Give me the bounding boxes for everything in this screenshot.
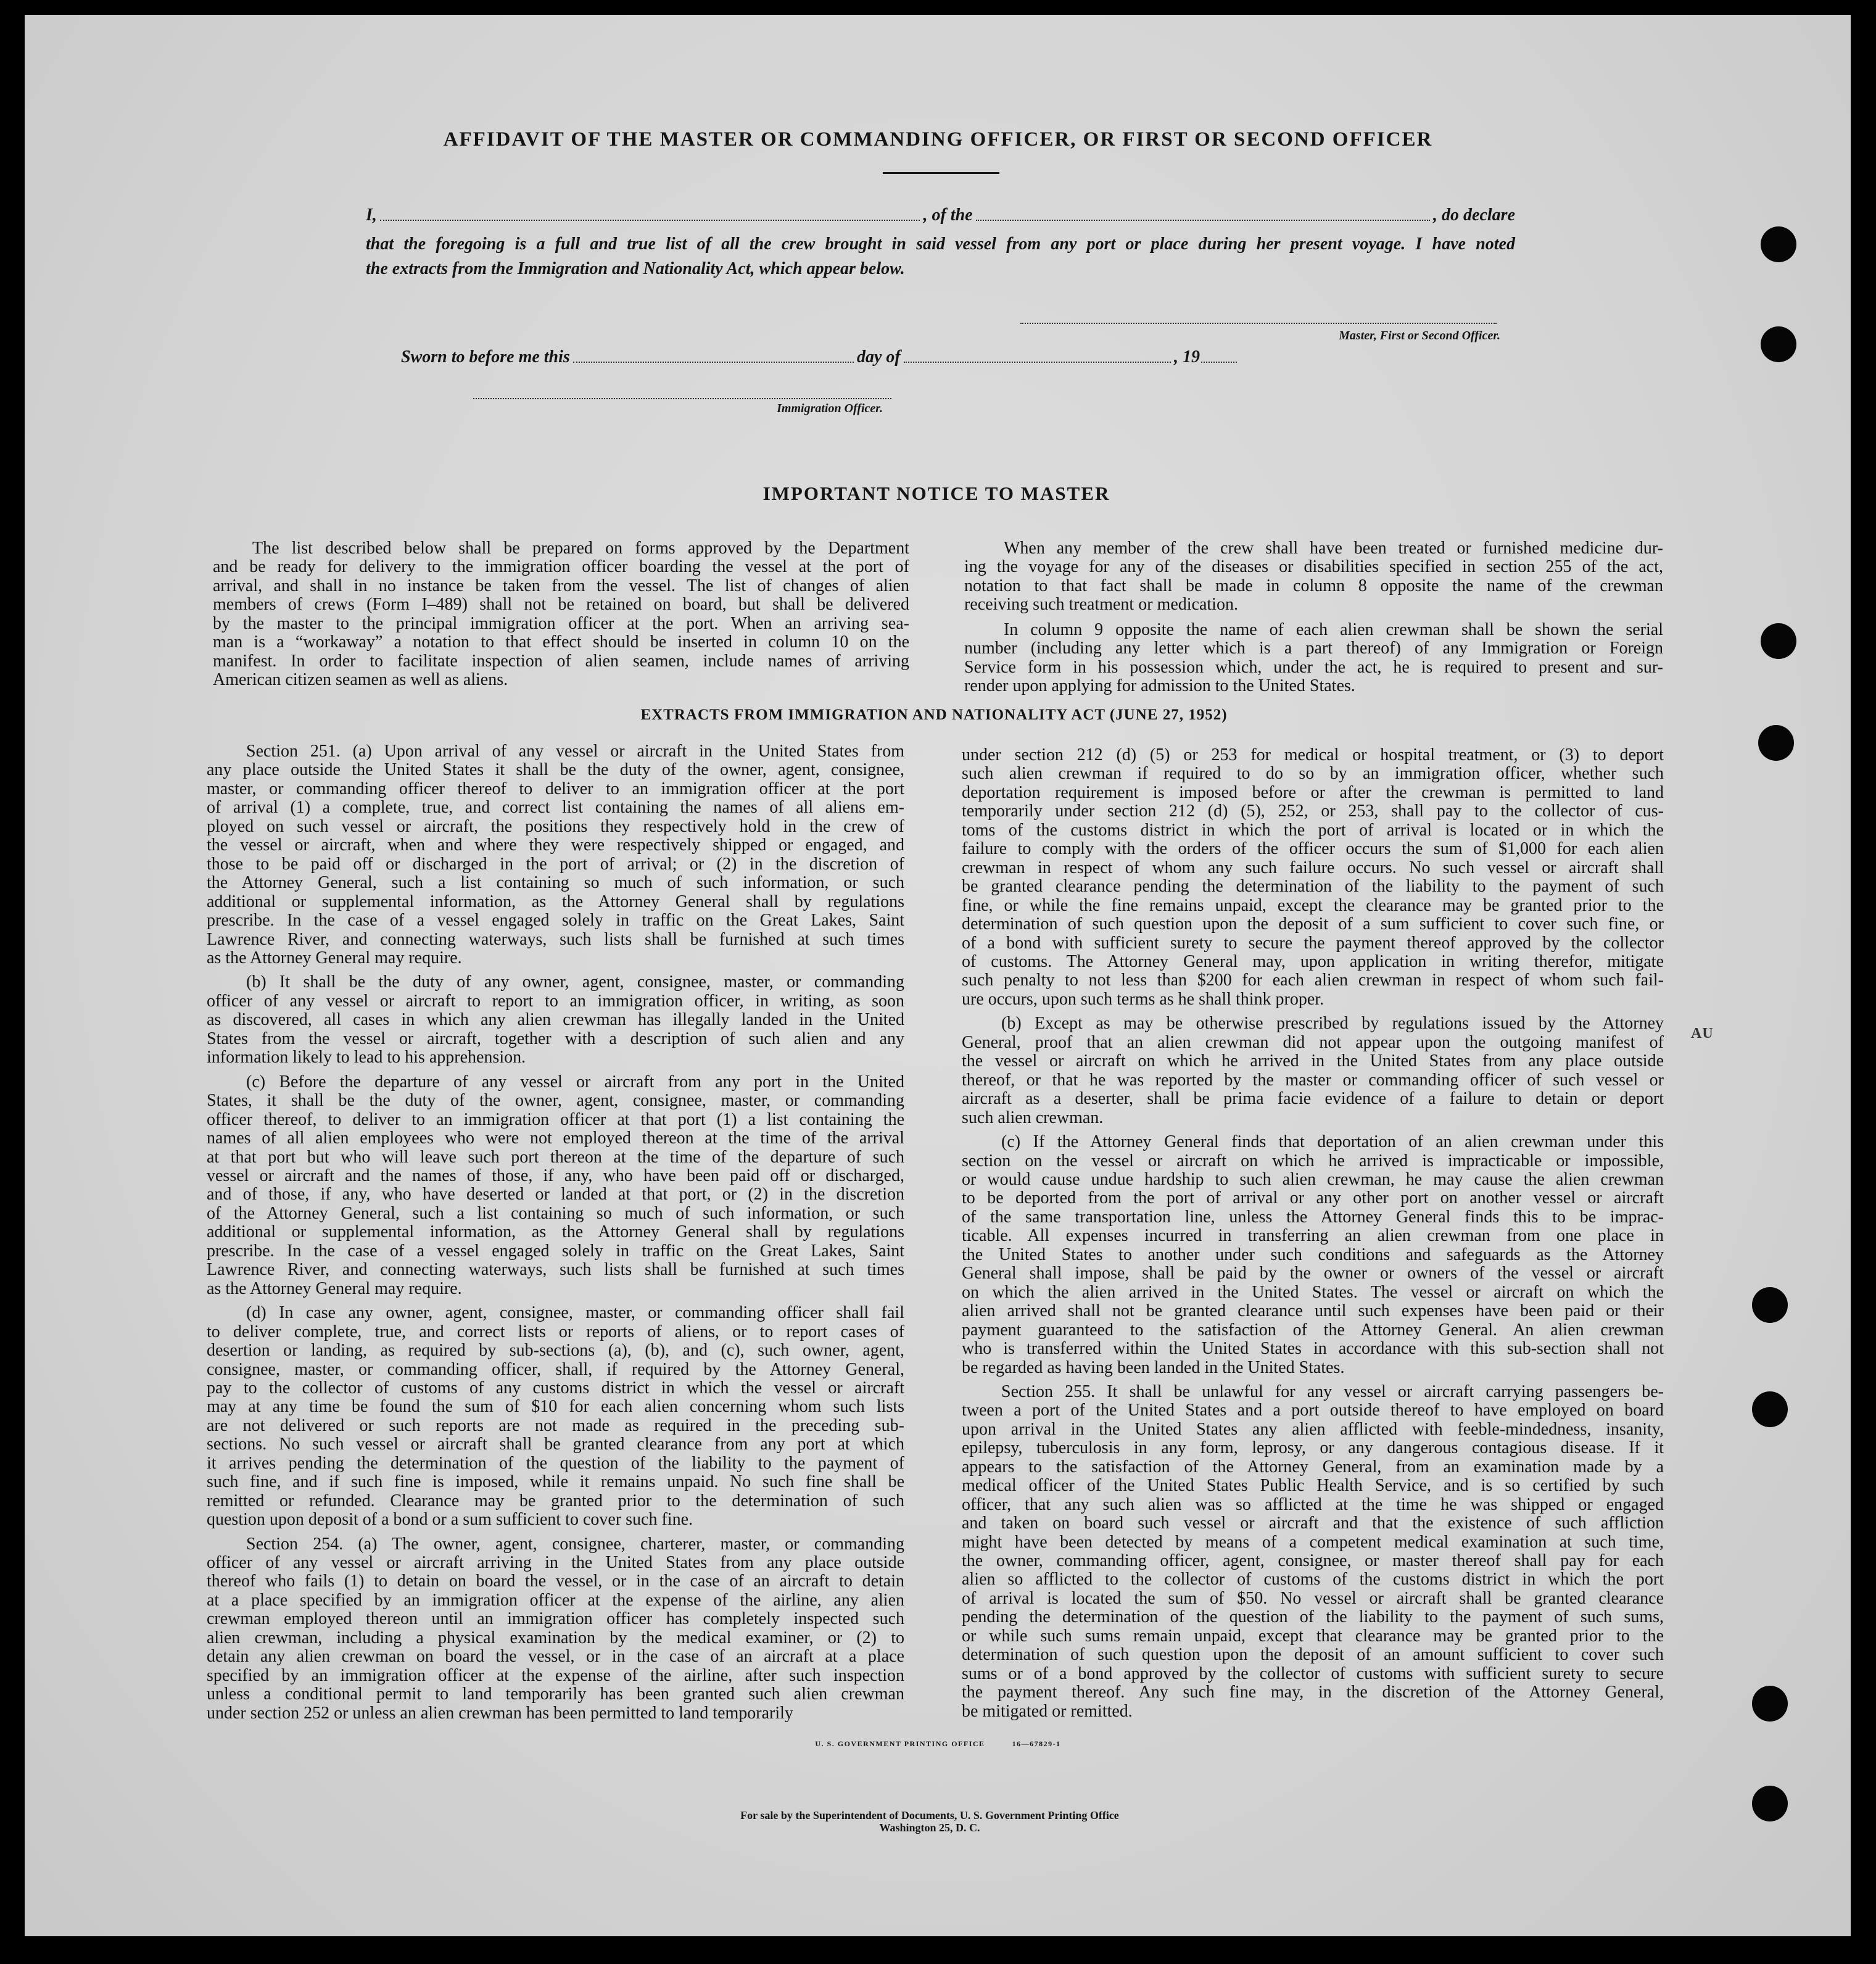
text-line: such penalty to not less than $200 for each alien crewman in respect of whom such fail- bbox=[962, 971, 1664, 990]
affidavit-title: AFFIDAVIT OF THE MASTER OR COMMANDING OFFICER, OR FIRST OR SECOND OFFICER bbox=[443, 128, 1433, 151]
sworn-middle: day of bbox=[856, 347, 901, 367]
officer-signature-caption: Immigration Officer. bbox=[777, 402, 883, 415]
text-line: vessel or aircraft and the names of those, if any, who have been paid off or discharged, bbox=[207, 1166, 904, 1185]
officer-signature-line[interactable] bbox=[473, 398, 891, 399]
text-line: to be deported from the port of arrival or any other port on another vessel or aircraft bbox=[962, 1188, 1664, 1208]
text-line: arrival, and shall in no instance be taken from the vessel. The list of changes of alien bbox=[213, 576, 909, 595]
text-line: sections. No such vessel or aircraft shall be granted clearance from any port at which bbox=[207, 1435, 904, 1454]
punch-hole bbox=[1761, 326, 1796, 362]
margin-mark: AU bbox=[1691, 1026, 1714, 1042]
text-line: When any member of the crew shall have been treated or furnished medicine dur- bbox=[1004, 539, 1663, 558]
text-line: toms of the customs district in which the port of arrival is located or in which the bbox=[962, 820, 1664, 840]
text-line: additional or supplemental information, as the Attorney General shall by regulations bbox=[207, 1222, 904, 1242]
punch-hole bbox=[1752, 1686, 1788, 1722]
text-line: be granted clearance pending the determination of the liability to the payment of such bbox=[962, 877, 1664, 897]
text-line: detain any alien crewman on board the vessel, or in the case of an aircraft at a place bbox=[207, 1647, 904, 1667]
text-line: may at any time be found the sum of $10 for each alien concerning whom such lists bbox=[207, 1397, 904, 1417]
text-line: ticable. All expenses incurred in transferring an alien crewman from one place in bbox=[962, 1226, 1664, 1246]
text-line: of a bond with sufficient surety to secure the payment thereof approved by the collector bbox=[962, 933, 1664, 953]
sale-notice-block bbox=[0, 1809, 1859, 1834]
text-line: officer of any vessel or aircraft to report to an immigration officer, in writing, as soon bbox=[207, 991, 904, 1011]
text-line: ure occurs, upon such terms as he shall think proper. bbox=[962, 989, 1324, 1009]
text-line: (b) Except as may be otherwise prescribed by regulations issued by the Attorney bbox=[1001, 1014, 1664, 1034]
text-line: under section 252 or unless an alien crewman has been permitted to land temporarily bbox=[207, 1703, 793, 1723]
text-line: sums or of a bond approved by the collector of customs with sufficient surety to secure bbox=[962, 1664, 1664, 1683]
text-line: General, proof that an alien crewman did not appear upon the outgoing manifest of bbox=[962, 1032, 1664, 1052]
text-line: appears to the satisfaction of the Attorney General, from an examination made by a bbox=[962, 1457, 1664, 1477]
punch-hole bbox=[1758, 725, 1794, 761]
text-line: temporarily under section 212 (d) (5), 252, or 253, shall pay to the collector of cus- bbox=[962, 802, 1664, 821]
text-line: such fine, and if such fine is imposed, while it remains unpaid. No such fine shall be bbox=[207, 1472, 904, 1492]
text-line: be regarded as having been landed in the United States. bbox=[962, 1357, 1345, 1377]
text-line: of customs. The Attorney General may, upon application in writing therefor, mitigate bbox=[962, 951, 1664, 971]
text-line: manifest. In order to facilitate inspection of alien seamen, include names of arriving bbox=[213, 651, 909, 671]
text-line: the Attorney General, such a list containing so much of such information, or such bbox=[207, 873, 904, 893]
text-line: alien crewman, including a physical examination by the medical examiner, or (2) to bbox=[207, 1628, 904, 1647]
title-rule bbox=[883, 172, 999, 174]
text-line: unless a conditional permit to land temporarily has been granted such alien crewman bbox=[207, 1684, 904, 1704]
text-line: officer thereof, to deliver to an immigration officer at that port (1) a list containing the bbox=[207, 1109, 904, 1129]
extracts-right-column bbox=[962, 746, 1664, 1721]
text-line: of arrival (1) a complete, true, and correct list containing the names of all aliens em- bbox=[207, 798, 904, 818]
text-line: and taken on board such vessel or aircraft and that the existence of such affliction bbox=[962, 1514, 1664, 1533]
paragraph bbox=[962, 1014, 1664, 1127]
text-line: Section 254. (a) The owner, agent, consignee, charterer, master, or commanding bbox=[246, 1534, 904, 1554]
text-line: of the Attorney General, such a list containing so much of such information, or such bbox=[207, 1203, 904, 1223]
text-line: consignee, master, or commanding officer, shall, if required by the Attorney General, bbox=[207, 1359, 904, 1379]
declaration-prefix: I, bbox=[366, 205, 377, 225]
text-line: and of those, if any, who have deserted or landed at that port, or (2) in the discretion bbox=[207, 1185, 904, 1204]
notice-title: IMPORTANT NOTICE TO MASTER bbox=[762, 483, 1110, 504]
text-line: prescribe. In the case of a vessel engaged solely in traffic on the Great Lakes, Saint bbox=[207, 1241, 904, 1261]
text-line: thereof, or that he was reported by the master or commanding officer of such vessel or bbox=[962, 1070, 1664, 1090]
text-line: Lawrence River, and connecting waterways, such lists shall be furnished at such times bbox=[207, 1260, 904, 1280]
text-line: fine, or while the fine remains unpaid, except the clearance may be granted prior to the bbox=[962, 895, 1664, 915]
text-line: as the Attorney General may require. bbox=[207, 948, 462, 967]
text-line: failure to comply with the orders of the officer occurs the sum of $1,000 for each alien bbox=[962, 839, 1664, 859]
text-line: such alien crewman. bbox=[962, 1108, 1104, 1127]
text-line: by the master to the principal immigration officer at the port. When an arriving sea- bbox=[213, 613, 909, 633]
text-line: (c) If the Attorney General finds that deportation of an alien crewman under this bbox=[1001, 1132, 1664, 1152]
text-line: The list described below shall be prepared on forms approved by the Department bbox=[252, 539, 909, 558]
text-line: the vessel or aircraft on which he arrived in the United States from any place outside bbox=[962, 1051, 1664, 1071]
text-line: such alien crewman if required to do so by an immigration officer, whether such bbox=[962, 764, 1664, 784]
text-line: States, it shall be the duty of the owner, agent, consignee, master, or commanding bbox=[207, 1091, 904, 1111]
text-line: might have been detected by means of a competent medical examination at such time, bbox=[962, 1532, 1664, 1552]
text-line: deportation requirement is imposed before or after the crewman is permitted to land bbox=[962, 782, 1664, 802]
text-line: thereof who fails (1) to detain on board the vessel, or in the case of an aircraft to detain bbox=[207, 1572, 904, 1591]
text-line: pending the determination of the question of the liability to the payment of such sums, bbox=[962, 1607, 1664, 1627]
text-line: determination of such question upon the deposit of a sum sufficient to cover such fine, or bbox=[962, 914, 1664, 934]
text-line: In column 9 opposite the name of each alien crewman shall be shown the serial bbox=[1004, 619, 1663, 639]
text-line: are not delivered or such reports are not made as required in the preceding sub- bbox=[207, 1415, 904, 1435]
text-line: of the same transportation line, unless the Attorney General finds this to be imprac- bbox=[962, 1207, 1664, 1227]
paragraph bbox=[207, 742, 904, 967]
text-line: crewman in respect of whom any such failure occurs. No such vessel or aircraft shall bbox=[962, 858, 1664, 877]
declaration-suffix: , do declare bbox=[1433, 205, 1515, 225]
sale-notice: For sale by the Superintendent of Documents, U. S. Government Printing Office bbox=[740, 1809, 1119, 1821]
text-line: General shall impose, shall be paid by the owner or owners of the vessel or aircraft bbox=[962, 1264, 1664, 1283]
vessel-blank[interactable] bbox=[976, 220, 1430, 221]
text-line: pay to the collector of customs of any customs district in which the vessel or aircraft bbox=[207, 1378, 904, 1398]
text-line: render upon applying for admission to the United States. bbox=[964, 676, 1355, 696]
text-line: aircraft as a deserter, shall be prima facie evidence of a failure to detain or deport bbox=[962, 1089, 1664, 1109]
text-line: officer of any vessel or aircraft arriving in the United States from any place outside bbox=[207, 1553, 904, 1573]
text-line: medical officer of the United States Public Health Service, and is so certified by such bbox=[962, 1476, 1664, 1496]
year-blank[interactable] bbox=[1201, 362, 1237, 363]
text-line: or while such sums remain unpaid, except that clearance may be granted prior to the bbox=[962, 1626, 1664, 1646]
sworn-line bbox=[401, 347, 1240, 368]
text-line: (d) In case any owner, agent, consignee, master, or commanding officer shall fail bbox=[246, 1303, 904, 1323]
text-line: Lawrence River, and connecting waterways, such lists shall be furnished at such times bbox=[207, 929, 904, 949]
sworn-suffix: , 19 bbox=[1174, 347, 1200, 367]
paragraph bbox=[964, 539, 1663, 615]
text-line: ing the voyage for any of the diseases or disabilities specified in section 255 of the act, bbox=[964, 557, 1663, 577]
text-line: Section 255. It shall be unlawful for any vessel or aircraft carrying passengers be- bbox=[1001, 1382, 1664, 1401]
text-line: number (including any letter which is a part thereof) of any Immigration or Foreign bbox=[964, 639, 1663, 658]
punch-hole bbox=[1752, 1287, 1788, 1323]
text-line: (c) Before the departure of any vessel or aircraft from any port in the United bbox=[246, 1072, 904, 1092]
paragraph bbox=[962, 1133, 1664, 1377]
statement-line-2: the extracts from the Immigration and Nationality Act, which appear below. bbox=[366, 259, 905, 278]
text-line: to deliver complete, true, and correct lists or reports of aliens, or to report cases of bbox=[207, 1322, 904, 1341]
sale-address: Washington 25, D. C. bbox=[879, 1821, 980, 1834]
text-line: officer, that any such alien was so afflicted at the time he was shipped or engaged bbox=[962, 1494, 1664, 1514]
text-line: additional or supplemental information, as the Attorney General shall by regulations bbox=[207, 892, 904, 911]
text-line: States from the vessel or aircraft, together with a description of such alien and any bbox=[207, 1029, 904, 1048]
text-line: prescribe. In the case of a vessel engaged solely in traffic on the Great Lakes, Saint bbox=[207, 911, 904, 930]
paragraph bbox=[207, 973, 904, 1067]
text-line: the vessel or aircraft, when and where they were respectively shipped or engaged, and bbox=[207, 835, 904, 855]
extracts-title: EXTRACTS FROM IMMIGRATION AND NATIONALITY ACT (JUNE 27, 1952) bbox=[640, 706, 1228, 723]
text-line: any place outside the United States it shall be the duty of the owner, agent, consignee, bbox=[207, 760, 904, 780]
form-code: 16—67829-1 bbox=[1012, 1739, 1061, 1748]
printer-name: U. S. GOVERNMENT PRINTING OFFICE bbox=[815, 1739, 985, 1748]
text-line: payment guaranteed to the satisfaction of the Attorney General. An alien crewman bbox=[962, 1320, 1664, 1340]
text-line: on which the alien arrived in the United States. The vessel or aircraft on which the bbox=[962, 1282, 1664, 1302]
text-line: of arrival is located the sum of $50. No vessel or aircraft shall be granted clearance bbox=[962, 1588, 1664, 1608]
text-line: as the Attorney General may require. bbox=[207, 1278, 462, 1298]
text-line: members of crews (Form I–489) shall not be retained on board, but shall be delivered bbox=[213, 595, 909, 615]
text-line: it arrives pending the determination of the question of the liability to the payment of bbox=[207, 1453, 904, 1473]
text-line: desertion or landing, as required by sub-sections (a), (b), and (c), such owner, agent, bbox=[207, 1341, 904, 1361]
paragraph bbox=[207, 1535, 904, 1723]
paragraph bbox=[962, 1383, 1664, 1721]
text-line: who is transferred within the United States in accordance with this sub-section shall not bbox=[962, 1339, 1664, 1359]
text-line: notation to that fact shall be made in column 8 opposite the name of the crewman bbox=[964, 576, 1663, 595]
notice-left-column bbox=[213, 539, 909, 690]
statement-line-1: that the foregoing is a full and true list of all the crew brought in said vessel from any port or place during her present voyage. I have noted bbox=[366, 234, 1515, 254]
declaration-line bbox=[366, 205, 1515, 226]
text-line: or would cause undue hardship to such alien crewman, he may cause the alien crewman bbox=[962, 1169, 1664, 1189]
text-line: receiving such treatment or medication. bbox=[964, 595, 1238, 615]
text-line: American citizen seamen as well as aliens. bbox=[213, 670, 508, 690]
text-line: master, or commanding officer thereof to deliver to an immigration officer at the port bbox=[207, 779, 904, 798]
text-line: ployed on such vessel or aircraft, the positions they respectively hold in the crew of bbox=[207, 816, 904, 836]
text-line: specified by an immigration officer at the expense of the airline, after such inspection bbox=[207, 1665, 904, 1685]
notice-right-column bbox=[964, 539, 1663, 696]
name-blank[interactable] bbox=[380, 220, 920, 221]
text-line: epilepsy, tuberculosis in any form, leprosy, or any dangerous contagious disease. If it bbox=[962, 1438, 1664, 1458]
text-line: upon arrival in the United States any alien afflicted with feeble-mindedness, insanity, bbox=[962, 1419, 1664, 1439]
text-line: remitted or refunded. Clearance may be granted prior to the determination of such bbox=[207, 1491, 904, 1510]
text-line: names of all alien employees who were not employed thereon at the time of the arrival bbox=[207, 1129, 904, 1148]
text-line: be mitigated or remitted. bbox=[962, 1701, 1133, 1721]
text-line: information likely to lead to his apprehension. bbox=[207, 1048, 526, 1067]
master-signature-caption: Master, First or Second Officer. bbox=[1339, 329, 1500, 342]
text-line: tween a port of the United States and a port outside thereof to have employed on board bbox=[962, 1401, 1664, 1420]
master-signature-line[interactable] bbox=[1020, 323, 1497, 324]
paragraph bbox=[964, 621, 1663, 696]
text-line: as discovered, all cases in which any alien crewman has illegally landed in the United bbox=[207, 1010, 904, 1030]
text-line: determination of such question upon the deposit of an amount sufficient to cover such bbox=[962, 1645, 1664, 1665]
text-line: under section 212 (d) (5) or 253 for medical or hospital treatment, or (3) to deport bbox=[962, 745, 1664, 764]
paragraph bbox=[213, 539, 909, 690]
declaration-middle: , of the bbox=[923, 205, 973, 225]
text-line: Section 251. (a) Upon arrival of any vessel or aircraft in the United States from bbox=[246, 742, 904, 761]
text-line: at a place specified by an immigration officer at the expense of the airline, any alien bbox=[207, 1590, 904, 1610]
day-blank[interactable] bbox=[573, 362, 854, 363]
text-line: and be ready for delivery to the immigration officer boarding the vessel at the port of bbox=[213, 557, 909, 577]
text-line: (b) It shall be the duty of any owner, agent, consignee, master, or commanding bbox=[246, 972, 904, 992]
month-blank[interactable] bbox=[904, 362, 1171, 363]
text-line: the owner, commanding officer, agent, consignee, or master thereof shall pay for each bbox=[962, 1551, 1664, 1571]
text-line: the payment thereof. Any such fine may, in the discretion of the Attorney General, bbox=[962, 1683, 1664, 1702]
text-line: alien arrived shall not be granted clearance until such expenses have been paid or their bbox=[962, 1301, 1664, 1321]
text-line: those to be paid off or discharged in the port of arrival; or (2) in the discretion of bbox=[207, 854, 904, 874]
printer-line bbox=[0, 1739, 1876, 1749]
punch-hole bbox=[1761, 226, 1796, 262]
punch-hole bbox=[1761, 623, 1796, 659]
text-line: man is a “workaway” a notation to that effect should be inserted in column 10 on the bbox=[213, 632, 909, 652]
text-line: Service form in his possession which, under the act, he is required to present and sur- bbox=[964, 657, 1663, 677]
paragraph bbox=[962, 746, 1664, 1009]
punch-hole bbox=[1752, 1391, 1788, 1427]
extracts-left-column bbox=[207, 742, 904, 1723]
text-line: at that port but who will leave such port thereon at the time of the departure of such bbox=[207, 1147, 904, 1167]
sworn-prefix: Sworn to before me this bbox=[401, 347, 570, 367]
text-line: question upon deposit of a bond or a sum sufficient to cover such fine. bbox=[207, 1510, 693, 1530]
text-line: the United States to another under such conditions and safeguards as the Attorney bbox=[962, 1245, 1664, 1264]
paragraph bbox=[207, 1073, 904, 1298]
text-line: alien so afflicted to the collector of customs of the customs district in which the port bbox=[962, 1570, 1664, 1589]
text-line: section on the vessel or aircraft on which he arrived is impracticable or impossible, bbox=[962, 1151, 1664, 1171]
text-line: crewman employed thereon until an immigration officer has completely inspected such bbox=[207, 1609, 904, 1629]
paragraph bbox=[207, 1304, 904, 1529]
